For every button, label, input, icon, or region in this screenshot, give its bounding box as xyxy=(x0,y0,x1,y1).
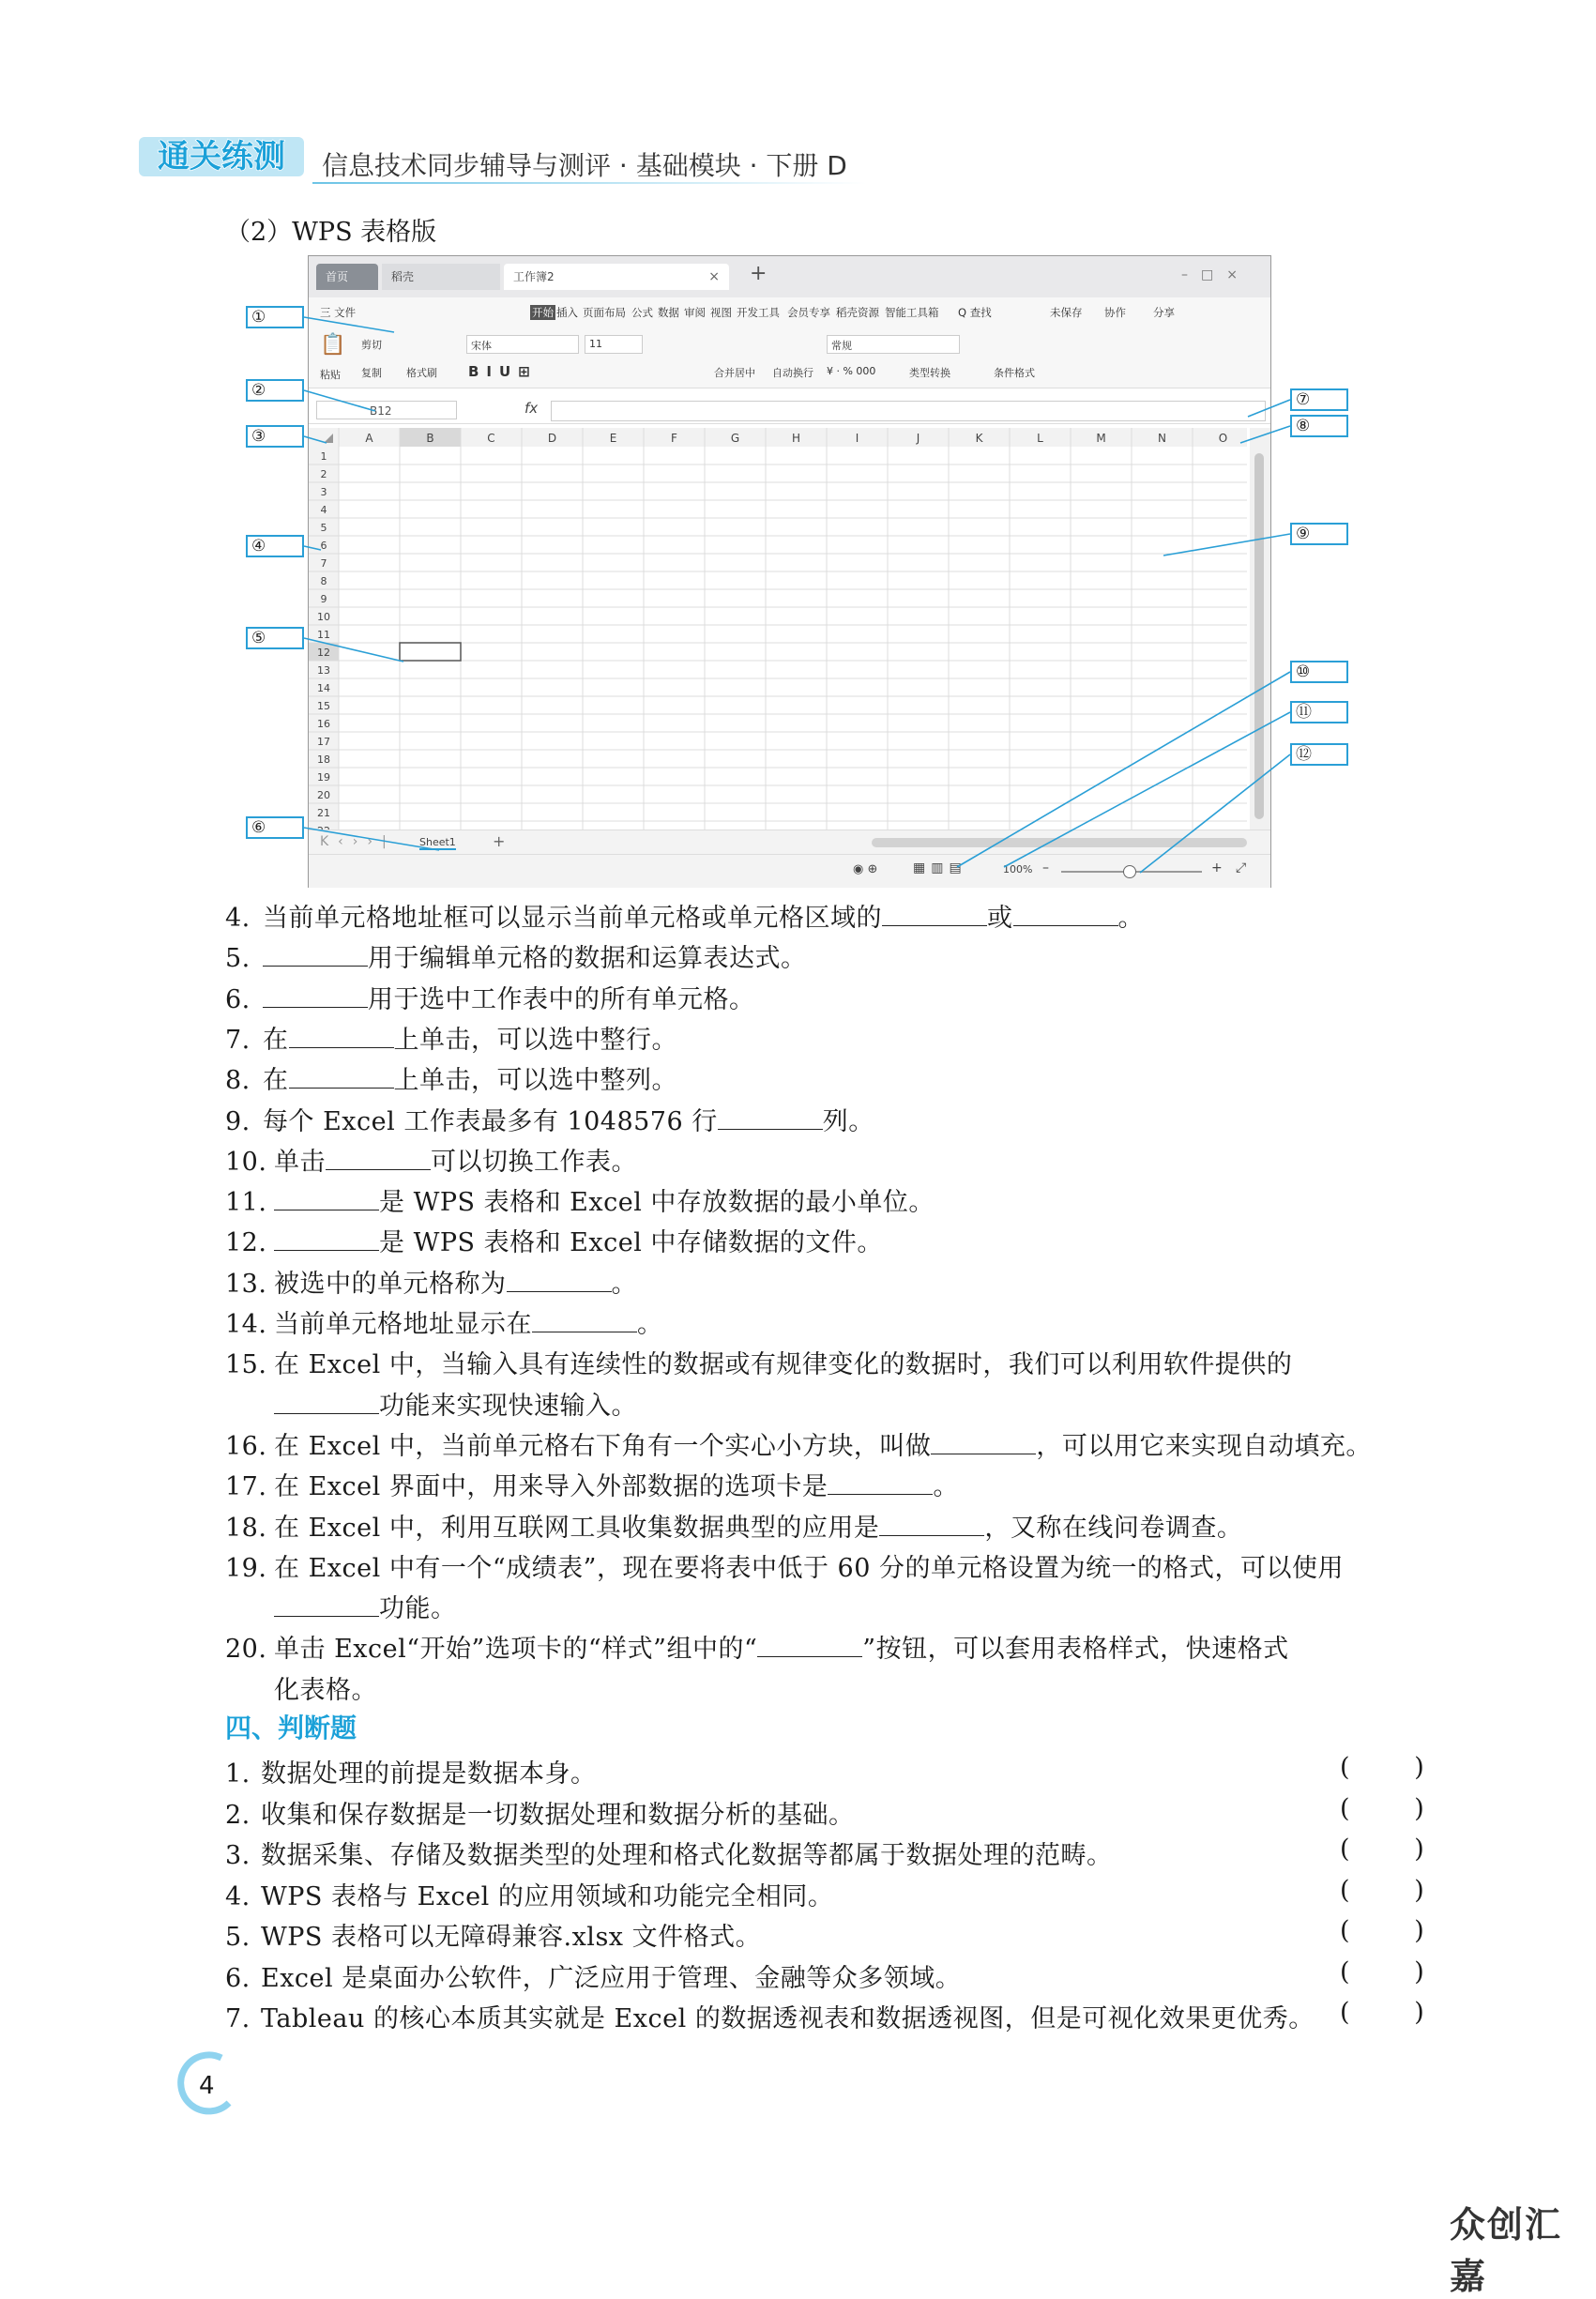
question xyxy=(225,937,807,974)
paste-button[interactable]: 粘贴 xyxy=(320,369,341,381)
row-header[interactable]: 1 xyxy=(320,450,327,463)
cond-format-button[interactable]: 条件格式 xyxy=(994,367,1035,379)
sheet-tab[interactable]: Sheet1 xyxy=(419,836,456,848)
question-text: 单击 xyxy=(274,1147,326,1177)
judge-question xyxy=(225,1957,961,1994)
judge-question xyxy=(225,1794,855,1831)
column-header[interactable]: F xyxy=(671,432,677,445)
menu-data[interactable]: 数据 xyxy=(658,306,679,319)
row-header[interactable]: 14 xyxy=(317,682,330,694)
question-number: 9. xyxy=(225,1106,251,1136)
row-header[interactable]: 3 xyxy=(320,486,327,498)
question-number: 10. xyxy=(225,1147,267,1177)
question-number: 11. xyxy=(225,1188,267,1218)
add-sheet-icon[interactable]: + xyxy=(493,832,506,850)
answer-blank[interactable] xyxy=(274,1391,379,1414)
eye-icon[interactable]: ◉ ⊕ xyxy=(853,862,878,876)
question xyxy=(225,1141,637,1178)
question-number: 6. xyxy=(225,1963,251,1993)
question-continuation xyxy=(274,1588,457,1624)
cut-button[interactable]: 剪切 xyxy=(361,339,382,351)
collab-button[interactable]: 协作 xyxy=(1104,306,1126,319)
row-header[interactable]: 20 xyxy=(317,789,330,801)
row-header[interactable]: 4 xyxy=(320,504,327,516)
question-continuation xyxy=(274,1385,637,1422)
question-text: 在 Excel 中，当输入具有连续性的数据或有规律变化的数据时，我们可以利用软件提供的 xyxy=(274,1350,1293,1380)
question-text: 在 Excel 中有一个“成绩表”，现在要将表中低于 60 分的单元格设置为统一的格式，可以使用 xyxy=(274,1553,1344,1583)
question-number: 7. xyxy=(225,1025,251,1055)
question xyxy=(225,1344,1292,1380)
answer-blank[interactable] xyxy=(274,1593,379,1617)
column-header[interactable]: G xyxy=(730,432,740,445)
fullscreen-icon[interactable]: ⤢ xyxy=(1236,860,1247,875)
answer-blank[interactable] xyxy=(718,1106,823,1130)
question-text: 在 Excel 中，利用互联网工具收集数据典型的应用是 xyxy=(274,1513,880,1543)
unsaved-status: 未保存 xyxy=(1050,306,1083,319)
question-text: 可以切换工作表。 xyxy=(431,1147,637,1177)
answer-blank[interactable] xyxy=(326,1147,431,1170)
sheet-nav-icons[interactable]: K‹››| xyxy=(320,834,396,849)
question xyxy=(225,1547,1344,1584)
answer-blank[interactable] xyxy=(263,984,368,1008)
question-number: 4. xyxy=(225,1881,251,1911)
callout-10: ⑩ xyxy=(1290,661,1348,683)
format-painter-button[interactable]: 格式刷 xyxy=(406,367,437,379)
currency-icons[interactable]: ¥ · % 000 xyxy=(827,365,876,377)
wrap-text-button[interactable]: 自动换行 xyxy=(772,367,813,379)
tab-workbook[interactable] xyxy=(504,264,729,290)
row-header[interactable]: 11 xyxy=(317,629,330,641)
question-number: 12. xyxy=(225,1228,267,1258)
menu-view[interactable]: 视图 xyxy=(710,306,732,319)
question-text: 当前单元格地址框可以显示当前单元格或单元格区域的 xyxy=(263,904,882,933)
question-number: 1. xyxy=(225,1759,251,1789)
question-text: 用于编辑单元格的数据和运算表达式。 xyxy=(368,944,807,974)
question-text: 每个 Excel 工作表最多有 1048576 行 xyxy=(263,1106,718,1136)
question-text: 功能。 xyxy=(379,1594,457,1624)
row-header[interactable]: 5 xyxy=(320,522,327,534)
zoom-level[interactable]: 100% xyxy=(1003,863,1033,875)
question-number: 16. xyxy=(225,1431,267,1461)
font-select[interactable] xyxy=(466,335,579,354)
question-number: 18. xyxy=(225,1513,267,1543)
number-format-select[interactable] xyxy=(827,335,960,354)
row-header[interactable]: 16 xyxy=(317,718,330,730)
menu-daoke-res[interactable]: 稻壳资源 xyxy=(836,306,879,319)
question-text: 当前单元格地址显示在 xyxy=(274,1310,532,1339)
question xyxy=(225,1425,1372,1462)
question-number: 15. xyxy=(225,1350,267,1380)
answer-blank[interactable] xyxy=(263,943,368,967)
question-text: 上单击，可以选中整列。 xyxy=(393,1066,677,1096)
question-text: 被选中的单元格称为 xyxy=(274,1269,507,1299)
question-text: 列。 xyxy=(822,1106,874,1136)
tab-home[interactable]: 首页 xyxy=(316,264,378,290)
header-rule xyxy=(312,182,866,184)
horizontal-scrollbar[interactable] xyxy=(872,838,1247,847)
answer-parentheses[interactable]: ( ) xyxy=(1340,1835,1424,1864)
menu-page-layout[interactable]: 页面布局 xyxy=(583,306,626,319)
callout-11: ⑪ xyxy=(1290,701,1348,723)
question-text: 用于选中工作表中的所有单元格。 xyxy=(368,984,755,1014)
formula-input[interactable] xyxy=(551,401,1266,421)
question-number: 17. xyxy=(225,1472,267,1502)
column-header[interactable]: I xyxy=(855,432,859,445)
question-text: 在 Excel 界面中，用来导入外部数据的选项卡是 xyxy=(274,1472,828,1502)
question xyxy=(225,1628,1289,1665)
question-text: 收集和保存数据是一切数据处理和数据分析的基础。 xyxy=(261,1800,855,1830)
font-size-select[interactable] xyxy=(585,335,643,354)
row-header[interactable]: 19 xyxy=(317,771,330,784)
question-number: 3. xyxy=(225,1841,251,1870)
menu-bar xyxy=(309,297,1270,327)
share-button[interactable]: 分享 xyxy=(1153,306,1175,319)
window-controls-icon[interactable]: –□× xyxy=(1181,267,1251,282)
question-number: 8. xyxy=(225,1066,251,1096)
column-header[interactable]: B xyxy=(426,432,434,445)
question-text: 是 WPS 表格和 Excel 中存放数据的最小单位。 xyxy=(379,1188,935,1218)
paste-icon[interactable]: 📋 xyxy=(320,333,346,357)
question-text: 。 xyxy=(611,1269,637,1299)
callout-3: ③ xyxy=(246,425,304,448)
question-number: 19. xyxy=(225,1553,267,1583)
question xyxy=(225,1466,959,1502)
judge-question xyxy=(225,1835,1113,1871)
number-format-value: 常规 xyxy=(831,340,852,352)
answer-parentheses[interactable]: ( ) xyxy=(1340,1875,1424,1905)
menu-smart-tools[interactable]: 智能工具箱 xyxy=(885,306,939,319)
wps-screenshot xyxy=(308,255,1271,888)
question-text: WPS 表格与 Excel 的应用领域和功能完全相同。 xyxy=(261,1881,834,1911)
menu-formula[interactable]: 公式 xyxy=(631,306,653,319)
question xyxy=(225,1181,935,1218)
column-header[interactable]: D xyxy=(547,432,557,445)
zoom-out-icon[interactable]: – xyxy=(1042,860,1049,875)
question-text: 上单击，可以选中整行。 xyxy=(393,1025,677,1055)
question-text: 在 xyxy=(263,1066,289,1096)
question xyxy=(225,1222,883,1258)
tab-daoke-label: 稻壳 xyxy=(391,270,415,283)
answer-parentheses[interactable]: ( ) xyxy=(1340,1753,1424,1782)
answer-blank[interactable] xyxy=(1013,903,1118,926)
column-header[interactable]: E xyxy=(609,432,617,445)
title-bar xyxy=(309,256,1270,297)
column-header[interactable]: J xyxy=(916,432,920,445)
callout-12: ⑫ xyxy=(1290,743,1348,766)
menu-vip[interactable]: 会员专享 xyxy=(787,306,830,319)
column-header[interactable]: M xyxy=(1096,432,1106,445)
row-header[interactable]: 15 xyxy=(317,700,330,712)
question xyxy=(225,1507,1242,1544)
question xyxy=(225,1059,677,1096)
question-text: 在 Excel 中，当前单元格右下角有一个实心小方块，叫做 xyxy=(274,1431,932,1461)
question-number: 5. xyxy=(225,1923,251,1952)
question-number: 7. xyxy=(225,2004,251,2033)
answer-parentheses[interactable]: ( ) xyxy=(1340,1793,1424,1823)
question-number: 13. xyxy=(225,1269,267,1299)
question-text: Tableau 的核心本质其实就是 Excel 的数据透视表和数据透视图，但是可视化效果更优秀。 xyxy=(261,2004,1315,2033)
question-number: 20. xyxy=(225,1635,267,1665)
type-convert-button[interactable]: 类型转换 xyxy=(909,367,950,379)
judge-question xyxy=(225,1916,761,1953)
answer-blank[interactable] xyxy=(757,1634,862,1657)
question-number: 4. xyxy=(225,904,251,933)
question-text: ”按钮，可以套用表格样式，快速格式 xyxy=(862,1635,1289,1665)
question-number: 14. xyxy=(225,1310,267,1339)
judge-question xyxy=(225,1753,597,1789)
watermark: 众创汇嘉 xyxy=(1450,2204,1563,2297)
row-header[interactable]: 10 xyxy=(317,611,330,623)
tab-workbook-label: 工作簿2 xyxy=(513,270,555,283)
vertical-scroll-thumb[interactable] xyxy=(1254,453,1264,819)
row-header[interactable]: 18 xyxy=(317,754,330,766)
sheet-tab-bar xyxy=(309,830,1270,855)
question-text: 功能来实现快速输入。 xyxy=(379,1391,637,1421)
callout-8: ⑧ xyxy=(1290,415,1348,437)
question-text: 在 xyxy=(263,1025,289,1055)
question-number: 6. xyxy=(225,984,251,1014)
question-text: 是 WPS 表格和 Excel 中存储数据的文件。 xyxy=(379,1228,883,1258)
formula-bar xyxy=(309,397,1270,424)
column-header[interactable]: K xyxy=(975,432,983,445)
column-header[interactable]: C xyxy=(487,432,495,445)
answer-parentheses[interactable]: ( ) xyxy=(1340,1956,1424,1987)
row-header[interactable]: 8 xyxy=(320,575,327,587)
ribbon xyxy=(309,327,1270,388)
question-text: 单击 Excel“开始”选项卡的“样式”组中的“ xyxy=(274,1635,758,1665)
callout-7: ⑦ xyxy=(1290,388,1348,411)
answer-blank[interactable] xyxy=(274,1187,379,1210)
zoom-slider-handle[interactable] xyxy=(1123,865,1136,878)
answer-parentheses[interactable]: ( ) xyxy=(1340,1998,1424,2027)
question-number: 2. xyxy=(225,1800,251,1830)
row-header[interactable]: 17 xyxy=(317,736,330,748)
answer-blank[interactable] xyxy=(289,1025,394,1048)
font-size-value: 11 xyxy=(589,338,602,350)
question-text: Excel 是桌面办公软件，广泛应用于管理、金融等众多领域。 xyxy=(261,1963,962,1993)
answer-blank[interactable] xyxy=(882,903,987,926)
section-judge-title: 四、判断题 xyxy=(225,1713,357,1743)
question-text: 化表格。 xyxy=(274,1675,377,1705)
question xyxy=(225,897,1144,934)
menu-review[interactable]: 审阅 xyxy=(684,306,706,319)
column-header[interactable]: H xyxy=(791,432,801,445)
answer-blank[interactable] xyxy=(507,1269,612,1292)
question-text: ，又称在线问卷调查。 xyxy=(984,1513,1243,1543)
row-header[interactable]: 7 xyxy=(320,557,327,570)
menu-devtools[interactable]: 开发工具 xyxy=(737,306,780,319)
answer-blank[interactable] xyxy=(931,1431,1036,1454)
page-number: 4 xyxy=(199,2072,215,2100)
callout-5: ⑤ xyxy=(246,627,304,649)
merge-center-button[interactable]: 合并居中 xyxy=(714,367,755,379)
question xyxy=(225,1263,637,1300)
row-header[interactable]: 6 xyxy=(320,540,327,552)
search-menu[interactable]: Q 查找 xyxy=(958,306,992,319)
callout-4: ④ xyxy=(246,535,304,557)
row-header[interactable]: 21 xyxy=(317,807,330,819)
new-tab-icon[interactable]: + xyxy=(750,262,768,285)
row-header[interactable]: 2 xyxy=(320,468,327,480)
callout-9: ⑨ xyxy=(1290,523,1348,545)
answer-blank[interactable] xyxy=(828,1471,933,1495)
column-header[interactable]: N xyxy=(1158,432,1166,445)
answer-blank[interactable] xyxy=(289,1065,394,1089)
question-continuation xyxy=(274,1669,377,1706)
question-text: 。 xyxy=(933,1472,959,1502)
column-header[interactable]: A xyxy=(365,432,373,445)
sheet-grid xyxy=(309,428,1247,830)
question-text: WPS 表格可以无障碍兼容.xlsx 文件格式。 xyxy=(261,1923,762,1952)
tab-daoke[interactable] xyxy=(382,264,500,290)
question xyxy=(225,1101,874,1137)
font-style-icons[interactable]: BIU⊞ xyxy=(468,363,538,380)
zoom-in-icon[interactable]: + xyxy=(1211,860,1223,875)
callout-2: ② xyxy=(246,379,304,402)
answer-blank[interactable] xyxy=(274,1227,379,1251)
book-title: 信息技术同步辅导与测评 · 基础模块 · 下册 D xyxy=(322,150,847,181)
question-text: 或 xyxy=(987,904,1013,933)
callout-6: ⑥ xyxy=(246,816,304,839)
callout-1: ① xyxy=(246,306,304,328)
row-header[interactable]: 12 xyxy=(317,647,330,659)
status-bar xyxy=(309,854,1270,888)
question-text: ，可以用它来实现自动填充。 xyxy=(1036,1431,1372,1461)
column-header[interactable]: O xyxy=(1218,432,1228,445)
menu-file[interactable]: 三 文件 xyxy=(320,306,357,319)
judge-question xyxy=(225,1876,833,1912)
question-number: 5. xyxy=(225,944,251,974)
column-header[interactable]: L xyxy=(1037,432,1043,445)
name-box[interactable]: B12 xyxy=(316,401,457,419)
menu-home[interactable]: 开始 xyxy=(532,306,554,319)
row-header[interactable]: 9 xyxy=(320,593,327,605)
series-logo xyxy=(139,131,308,180)
question xyxy=(225,979,755,1015)
answer-blank[interactable] xyxy=(879,1513,984,1536)
question-text: 。 xyxy=(637,1310,663,1339)
menu-insert[interactable]: 插入 xyxy=(556,306,578,319)
row-header[interactable]: 13 xyxy=(317,664,330,677)
subsection-title: （2）WPS 表格版 xyxy=(225,218,437,247)
answer-parentheses[interactable]: ( ) xyxy=(1340,1916,1424,1945)
close-icon[interactable]: × xyxy=(708,269,720,284)
copy-button[interactable]: 复制 xyxy=(361,367,382,379)
font-name: 宋体 xyxy=(471,340,492,352)
active-cell-b12[interactable] xyxy=(400,643,461,661)
question-text: 数据采集、存储及数据类型的处理和格式化数据等都属于数据处理的范畴。 xyxy=(261,1841,1113,1870)
fx-icon[interactable]: fx xyxy=(524,400,539,417)
question xyxy=(225,1303,663,1340)
answer-blank[interactable] xyxy=(532,1309,637,1332)
question xyxy=(225,1019,677,1056)
logo-text: 通关练测 xyxy=(158,138,285,175)
question-text: 数据处理的前提是数据本身。 xyxy=(261,1759,597,1789)
view-mode-icons[interactable]: ▦▥▤ xyxy=(913,860,967,875)
judge-question xyxy=(225,1998,1315,2034)
question-text: 。 xyxy=(1117,904,1144,933)
